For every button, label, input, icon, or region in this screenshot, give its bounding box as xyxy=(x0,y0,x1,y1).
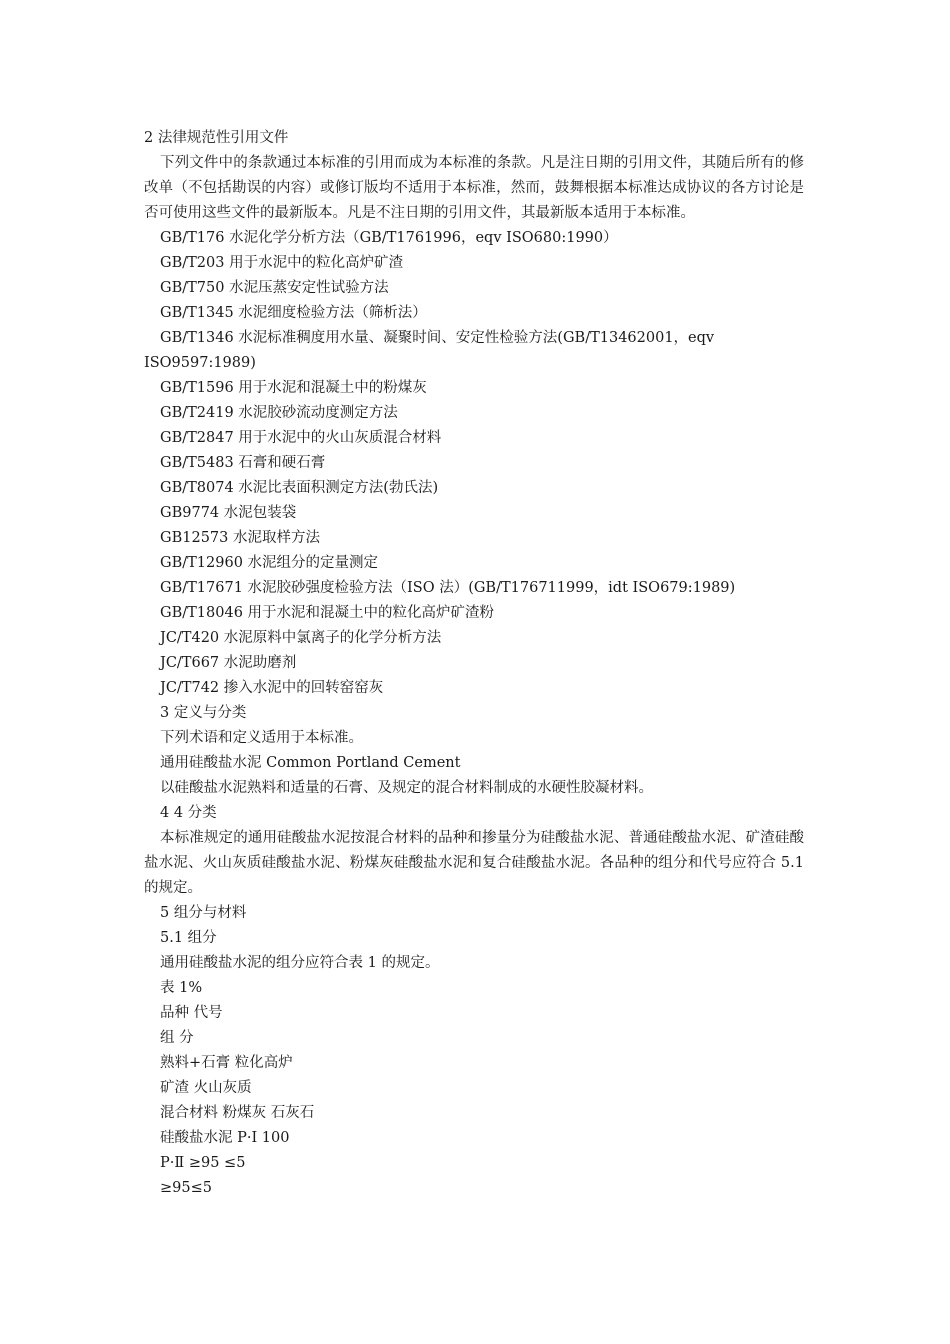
document-body xyxy=(144,126,804,1201)
table-line: 矿渣 火山灰质 xyxy=(160,1080,252,1096)
table-line: 品种 代号 xyxy=(160,1005,223,1021)
reference-item: GB/T5483 石膏和硬石膏 xyxy=(160,455,326,471)
section-5-1-text: 通用硅酸盐水泥的组分应符合表 1 的规定。 xyxy=(160,955,440,971)
table-line: 熟料+石膏 粒化高炉 xyxy=(160,1055,293,1071)
reference-item: GB/T1345 水泥细度检验方法（筛析法） xyxy=(160,305,427,321)
section-5-1-heading: 5.1 组分 xyxy=(160,930,217,946)
reference-item: GB/T176 水泥化学分析方法（GB/T1761996，eqv ISO680:1990） xyxy=(160,230,618,246)
reference-item: GB/T8074 水泥比表面积测定方法(勃氏法) xyxy=(160,480,439,496)
reference-item: GB/T2419 水泥胶砂流动度测定方法 xyxy=(160,405,398,421)
term-title: 通用硅酸盐水泥 Common Portland Cement xyxy=(160,755,461,771)
reference-item: GB/T1346 水泥标准稠度用水量、凝聚时间、安定性检验方法(GB/T13462001，eqv xyxy=(160,330,715,346)
table-line: 硅酸盐水泥 P·I 100 xyxy=(160,1130,290,1146)
reference-item: JC/T667 水泥助磨剂 xyxy=(160,655,297,671)
section-2-heading: 2 法律规范性引用文件 xyxy=(144,130,289,146)
term-definition: 以硅酸盐水泥熟料和适量的石膏、及规定的混合材料制成的水硬性胶凝材料。 xyxy=(160,780,653,796)
reference-item: JC/T742 掺入水泥中的回转窑窑灰 xyxy=(160,680,384,696)
reference-item-continuation: ISO9597:1989) xyxy=(144,355,256,371)
section-3-heading: 3 定义与分类 xyxy=(160,705,247,721)
reference-item: JC/T420 水泥原料中氯离子的化学分析方法 xyxy=(160,630,442,646)
reference-item: GB/T750 水泥压蒸安定性试验方法 xyxy=(160,280,389,296)
table-line: 组 分 xyxy=(160,1030,194,1046)
reference-item: GB/T2847 用于水泥中的火山灰质混合材料 xyxy=(160,430,442,446)
table-line: 混合材料 粉煤灰 石灰石 xyxy=(160,1105,315,1121)
reference-item: GB/T12960 水泥组分的定量测定 xyxy=(160,555,379,571)
table-line: ≥95≤5 xyxy=(160,1180,212,1196)
reference-item: GB12573 水泥取样方法 xyxy=(160,530,320,546)
section-2-intro-paragraph: 下列文件中的条款通过本标准的引用而成为本标准的条款。凡是注日期的引用文件，其随后所有的修改单（不包括勘误的内容）或修订版均不适用于本标准，然而，鼓舞根据本标准达成协议的各方讨论是否可使用这些文件的最新版本。凡是不注日期的引用文件，其最新版本适用于本标准。 xyxy=(144,155,804,221)
section-4-paragraph: 本标准规定的通用硅酸盐水泥按混合材料的品种和掺量分为硅酸盐水泥、普通硅酸盐水泥、矿渣硅酸盐水泥、火山灰质硅酸盐水泥、粉煤灰硅酸盐水泥和复合硅酸盐水泥。各品种的组分和代号应符合 5.1 的规定。 xyxy=(144,830,804,896)
reference-item: GB/T18046 用于水泥和混凝土中的粒化高炉矿渣粉 xyxy=(160,605,495,621)
table-line: P·Ⅱ ≥95 ≤5 xyxy=(160,1155,246,1171)
reference-item: GB9774 水泥包装袋 xyxy=(160,505,297,521)
table-line: 表 1% xyxy=(160,980,203,996)
section-4-heading: 4 4 分类 xyxy=(160,805,217,821)
reference-item: GB/T203 用于水泥中的粒化高炉矿渣 xyxy=(160,255,404,271)
section-3-intro: 下列术语和定义适用于本标准。 xyxy=(160,730,363,746)
reference-item: GB/T1596 用于水泥和混凝土中的粉煤灰 xyxy=(160,380,427,396)
section-5-heading: 5 组分与材料 xyxy=(160,905,247,921)
reference-item: GB/T17671 水泥胶砂强度检验方法（ISO 法）(GB/T176711999，idt ISO679:1989) xyxy=(160,580,736,596)
